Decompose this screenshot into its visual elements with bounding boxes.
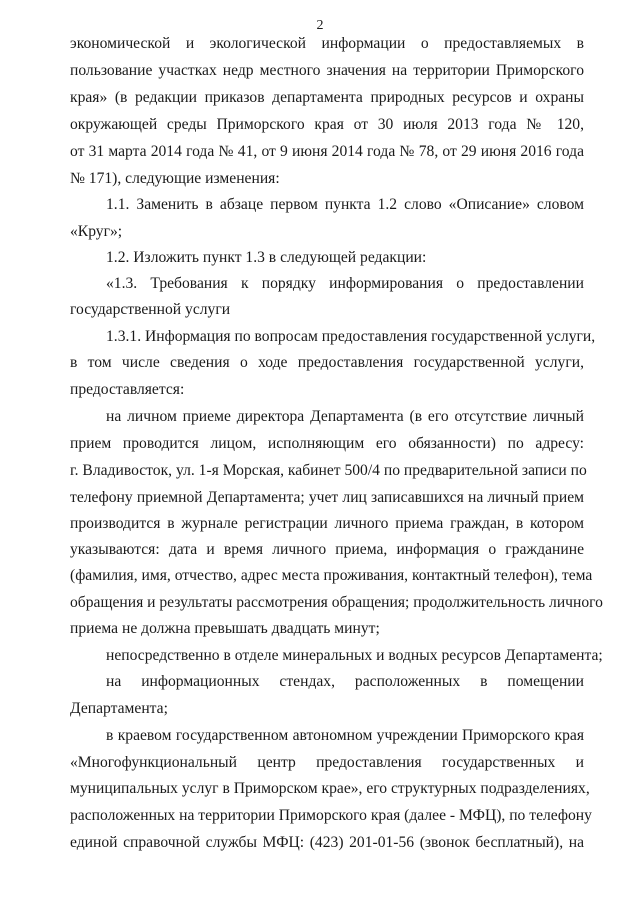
text-line: в краевом государственном автономном учреждении Приморского края xyxy=(106,727,584,744)
text-line: «Круг»; xyxy=(70,223,123,240)
text-line: телефону приемной Департамента; учет лиц записавшихся на личный прием xyxy=(70,489,584,506)
text-line: г. Владивосток, ул. 1-я Морская, кабинет 500/4 по предварительной записи по xyxy=(70,462,587,479)
text-line: 1.3.1. Информация по вопросам предоставления государственной услуги, xyxy=(106,328,596,345)
text-line: непосредственно в отделе минеральных и водных ресурсов Департамента; xyxy=(106,647,603,664)
text-line: государственной услуги xyxy=(70,301,231,318)
text-line: окружающей среды Приморского края от 30 июля 2013 года № 120, xyxy=(70,116,584,133)
text-line: расположенных на территории Приморского края (далее - МФЦ), по телефону xyxy=(70,807,592,824)
page-number: 2 xyxy=(316,18,324,33)
text-line: (фамилия, имя, отчество, адрес места проживания, контактный телефон), тема xyxy=(70,567,593,584)
text-line: № 171), следующие изменения: xyxy=(70,170,280,187)
text-line: обращения и результаты рассмотрения обращения; продолжительность личного xyxy=(70,594,603,611)
text-line: от 31 марта 2014 года № 41, от 9 июня 2014 года № 78, от 29 июня 2016 года xyxy=(70,143,584,160)
text-line: муниципальных услуг в Приморском крае», его структурных подразделениях, xyxy=(70,780,590,797)
text-line: прием проводится лицом, исполняющим его обязанности) по адресу: xyxy=(70,435,584,452)
text-line: 1.1. Заменить в абзаце первом пункта 1.2 слово «Описание» словом xyxy=(106,196,584,213)
text-line: пользование участках недр местного значения на территории Приморского xyxy=(70,62,584,79)
text-line: на информационных стендах, расположенных в помещении xyxy=(106,673,584,690)
text-line: «1.3. Требования к порядку информирования о предоставлении xyxy=(106,275,584,292)
text-line: края» (в редакции приказов департамента природных ресурсов и охраны xyxy=(70,89,584,106)
text-line: в том числе сведения о ходе предоставления государственной услуги, xyxy=(70,354,584,371)
text-line: Департамента; xyxy=(70,700,168,717)
text-line: на личном приеме директора Департамента (в его отсутствие личный xyxy=(106,408,584,425)
text-line: экономической и экологической информации о предоставляемых в xyxy=(70,35,584,52)
text-line: указываются: дата и время личного приема, информация о гражданине xyxy=(70,541,584,558)
text-line: «Многофункциональный центр предоставления государственных и xyxy=(70,754,584,771)
text-line: приема не должна превышать двадцать минут; xyxy=(70,620,380,637)
text-line: производится в журнале регистрации личного приема граждан, в котором xyxy=(70,515,584,532)
text-line: единой справочной службы МФЦ: (423) 201-01-56 (звонок бесплатный), на xyxy=(70,834,584,851)
text-line: 1.2. Изложить пункт 1.3 в следующей редакции: xyxy=(106,249,427,266)
text-line: предоставляется: xyxy=(70,381,185,398)
